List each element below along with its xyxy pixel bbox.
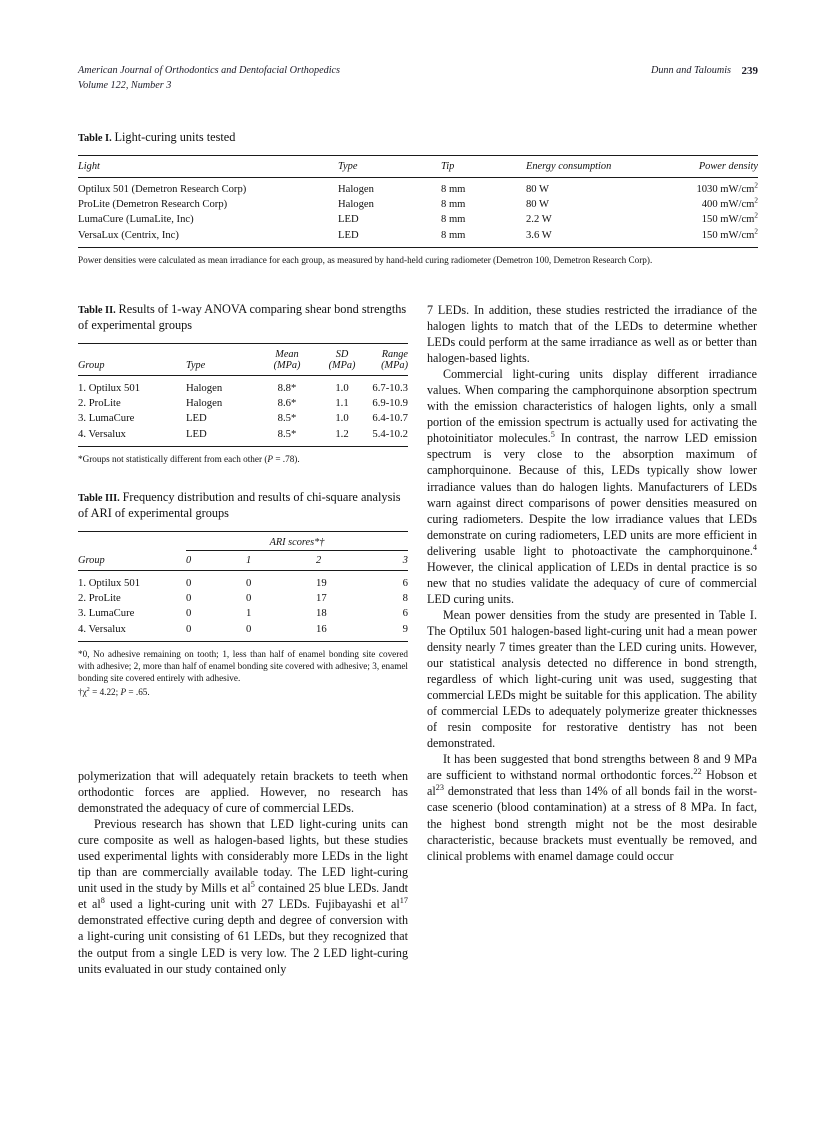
cell-score-1: 0 xyxy=(246,592,252,605)
table-3-body xyxy=(78,571,408,641)
cell-light: Optilux 501 (Demetron Research Corp) xyxy=(78,184,247,195)
table-3-footnote-2-sup: 2 xyxy=(86,685,90,693)
cell-score-2: 16 xyxy=(316,622,327,635)
page-number: 239 xyxy=(741,65,758,77)
cell-range: 6.9-10.9 xyxy=(372,397,408,410)
table-3-col-score-2: 2 xyxy=(316,554,322,566)
paragraph: It has been suggested that bond strengths between 8 and 9 MPa are sufficient to withstand normal orthodontic forces.$^{22}$ Hobson et $al^{23}$ demonstrated that less than 14% of all bonds fail in the worst-case scenerio (blood contamination) at a stress of 8 MPa. In fact, the highest bond strength might not be the most desirable characteristic, because brackets must eventually be removed, and clinical problems with enamel damage could occur xyxy=(427,752,757,863)
cell-power-exponent: 2 xyxy=(754,181,758,190)
cell-group: 2. ProLite xyxy=(78,592,121,605)
table-1-grid xyxy=(78,156,758,177)
cell-score-0: 0 xyxy=(186,576,192,589)
table-2-col-range xyxy=(368,344,408,375)
table-row xyxy=(78,621,408,641)
cell-score-2: 17 xyxy=(316,592,327,605)
cell-sd: 1.0 xyxy=(335,412,349,425)
table-2-footnote-p: P xyxy=(267,453,274,464)
cell-group: 2. ProLite xyxy=(78,397,121,410)
table-row xyxy=(78,426,408,446)
cell-mean: 8.5* xyxy=(277,412,297,425)
cell-type: Halogen xyxy=(338,199,374,211)
table-3-span-row xyxy=(78,532,408,551)
table-3-footnote-2 xyxy=(78,686,408,698)
cell-type: LED xyxy=(338,214,359,226)
table-3-footnote-2-pre: †χ xyxy=(78,686,87,697)
table-3-footnote-2-post: = .65. xyxy=(126,686,150,697)
table-1-bottom-rule xyxy=(78,247,758,248)
cell-tip: 8 mm xyxy=(441,199,466,211)
cell-type: LED xyxy=(338,229,359,241)
table-1-col-power: Power density xyxy=(698,161,758,172)
table-2-body-grid xyxy=(78,376,408,446)
table-2-col-sd-l2: (MPa) xyxy=(328,360,356,371)
cell-group: 4. Versalux xyxy=(78,427,126,440)
cell-score-3: 8 xyxy=(402,592,408,605)
table-2-col-sd-l1: SD xyxy=(335,349,349,360)
cell-score-3: 6 xyxy=(402,576,408,589)
cell-range: 6.7-10.3 xyxy=(372,382,408,394)
paragraph: polymerization that will adequately retain brackets to teeth when orthodontic forces are applied. However, no research has demonstrated the adequacy of cure of commercial LEDs. xyxy=(78,769,408,816)
cell-power xyxy=(676,197,758,212)
cell-power-value: 150 mW/cm xyxy=(701,229,755,241)
cell-score-0: 0 xyxy=(186,622,192,635)
table-1-footnote: Power densities were calculated as mean irradiance for each group, as measured by hand-held curing radiometer (Demetron 100, Demetron Research Corp). xyxy=(78,254,653,265)
cell-power xyxy=(676,178,758,197)
cell-group: 3. LumaCure xyxy=(78,607,135,620)
table-2-head xyxy=(78,344,408,375)
table-3-caption xyxy=(78,490,408,522)
cell-tip: 8 mm xyxy=(441,214,466,226)
table-row xyxy=(78,411,408,426)
table-row xyxy=(78,197,758,212)
table-1-col-light: Light xyxy=(78,161,100,172)
cell-power-value: 1030 mW/cm xyxy=(696,184,755,195)
volume-issue: Volume 122, Number 3 xyxy=(78,79,172,91)
table-3-span-spacer xyxy=(78,532,186,551)
table-row xyxy=(78,606,408,621)
cell-score-1: 1 xyxy=(246,607,252,620)
cell-energy: 80 W xyxy=(526,184,550,195)
cell-group: 4. Versalux xyxy=(78,622,126,635)
table-2-col-mean-l1: Mean xyxy=(275,349,299,360)
table-1-header-row xyxy=(78,156,758,177)
cell-power-exponent: 2 xyxy=(754,211,758,220)
table-row xyxy=(78,178,758,197)
cell-score-0: 0 xyxy=(186,607,192,620)
table-2-col-mean-l2: (MPa) xyxy=(273,360,301,371)
table-3-title: Frequency distribution and results of chi-square analysis of ARI of experimental groups xyxy=(78,489,401,520)
table-2-label: Table II. xyxy=(78,305,116,316)
table-row xyxy=(78,571,408,591)
cell-light: ProLite (Demetron Research Corp) xyxy=(78,199,228,211)
author-names: Dunn and Taloumis xyxy=(650,65,731,76)
paragraph: Previous research has shown that LED light-curing units can cure composite as well as halogen-based lights, but these studies used experimental lights with considerably more LEDs in the light tip than are commercially available today. The LED light-curing unit used in the study by Mills et $al^5$ contained 25 blue LEDs. Jandt et $al^8$ used a light-curing unit with 27 LEDs. Fujibayashi et $al^{17}$ demonstrated effective curing depth and degree of conversion with a light-curing unit consisting of 61 LEDs, but they recognized that the output from a single LED is very low. The 2 LED light-curing units evaluated in our study contained only xyxy=(78,817,409,976)
cell-energy: 2.2 W xyxy=(526,214,552,226)
table-2-col-range-l1: Range xyxy=(381,349,408,360)
table-1-col-energy: Energy consumption xyxy=(526,161,612,172)
cell-power-exponent: 2 xyxy=(754,227,758,236)
cell-power-value: 400 mW/cm xyxy=(701,199,755,211)
table-3-col-score-1: 1 xyxy=(246,554,252,566)
table-2-caption xyxy=(78,302,408,334)
table-1-col-type: Type xyxy=(338,161,358,172)
paragraph: Mean power densities from the study are presented in Table I. The Optilux 501 halogen-based light-curing unit had a mean power density nearly 7 times greater than the LED curing units. However, our statistical analysis detected no difference in bond strength, regardless of which light-curing unit was used, suggesting that commercial LEDs might be suitable for this application. The ability of commercial LEDs to adequately polymerize greater thicknesses of resin composite for restorative dentistry has not been demonstrated. xyxy=(427,607,757,751)
cell-light: VersaLux (Centrix, Inc) xyxy=(78,229,179,241)
cell-group: 3. LumaCure xyxy=(78,412,135,425)
table-1-label: Table I. xyxy=(78,133,112,144)
table-2-title: Results of 1-way ANOVA comparing shear bond strengths of experimental groups xyxy=(78,302,407,332)
table-3-footnote-2-mid: = 4.22; xyxy=(89,686,121,697)
cell-sd: 1.2 xyxy=(335,427,349,440)
cell-type: LED xyxy=(186,427,207,440)
table-2 xyxy=(78,302,408,465)
journal-name: American Journal of Orthodontics and Dentofacial Orthopedics xyxy=(78,65,341,76)
table-2-bottom-rule xyxy=(78,446,408,447)
table-3-footnote-1: *0, No adhesive remaining on tooth; 1, less than half of enamel bonding site covered with adhesive; 2, more than half of enamel bonding site covered with adhesive; 3, enamel bonding site covered entirely with adhesive. xyxy=(78,648,408,684)
table-3-grid xyxy=(78,532,408,570)
cell-group: 1. Optilux 501 xyxy=(78,576,141,589)
left-column-body-text xyxy=(78,768,408,977)
cell-score-3: 9 xyxy=(402,622,408,635)
cell-type: Halogen xyxy=(186,382,223,394)
table-3 xyxy=(78,490,408,698)
table-2-footnote-pre: *Groups not statistically different from each other ( xyxy=(78,453,268,464)
cell-sd: 1.0 xyxy=(335,382,349,394)
cell-type: Halogen xyxy=(186,397,223,410)
table-2-col-sd xyxy=(316,344,368,375)
table-row xyxy=(78,212,758,227)
table-2-col-type: Type xyxy=(186,360,206,371)
cell-power-exponent: 2 xyxy=(754,196,758,205)
table-1-caption xyxy=(78,130,758,146)
cell-energy: 3.6 W xyxy=(526,229,552,241)
table-3-head xyxy=(78,532,408,570)
table-2-footnote-post: = .78). xyxy=(273,453,300,464)
cell-range: 5.4-10.2 xyxy=(372,427,408,440)
table-3-col-score-0: 0 xyxy=(186,554,192,566)
right-column-body-text xyxy=(427,302,757,864)
cell-score-0: 0 xyxy=(186,592,192,605)
table-3-body-grid xyxy=(78,571,408,641)
table-row xyxy=(78,591,408,606)
table-2-footnote xyxy=(78,453,408,465)
table-2-col-mean xyxy=(258,344,316,375)
running-head-line-1 xyxy=(78,64,758,79)
table-1-body-grid xyxy=(78,178,758,247)
table-1-body xyxy=(78,178,758,247)
table-3-bottom-rule xyxy=(78,641,408,642)
cell-power-value: 150 mW/cm xyxy=(701,214,755,226)
cell-score-1: 0 xyxy=(246,576,252,589)
cell-mean: 8.6* xyxy=(277,397,297,410)
cell-mean: 8.8* xyxy=(277,382,297,394)
cell-score-2: 19 xyxy=(316,576,327,589)
cell-tip: 8 mm xyxy=(441,229,466,241)
table-2-header-row xyxy=(78,344,408,375)
table-2-col-range-l2: (MPa) xyxy=(381,360,408,371)
cell-score-2: 18 xyxy=(316,607,327,620)
table-3-span-header: ARI scores*† xyxy=(269,536,325,548)
table-1-title: Light-curing units tested xyxy=(114,130,236,144)
table-3-footnote-2-p: P xyxy=(120,686,127,697)
cell-power xyxy=(676,227,758,246)
cell-tip: 8 mm xyxy=(441,184,466,195)
table-1-col-tip: Tip xyxy=(441,161,455,172)
paragraph: 7 LEDs. In addition, these studies restricted the irradiance of the halogen lights to match that of the LEDs to determine whether LEDs could perform at the same irradiance as well as or better than halogen-based lights. xyxy=(427,303,757,366)
cell-type: Halogen xyxy=(338,184,374,195)
table-3-col-score-3: 3 xyxy=(402,554,408,566)
table-3-col-group: Group xyxy=(78,554,105,566)
cell-energy: 80 W xyxy=(526,199,550,211)
table-3-header-row xyxy=(78,551,408,570)
running-head xyxy=(78,64,758,93)
cell-mean: 8.5* xyxy=(277,427,297,440)
table-row xyxy=(78,227,758,246)
table-row xyxy=(78,376,408,396)
table-2-col-group: Group xyxy=(78,360,105,371)
cell-range: 6.4-10.7 xyxy=(372,412,408,425)
table-1-head xyxy=(78,156,758,177)
running-head-line-2 xyxy=(78,79,758,94)
cell-power xyxy=(676,212,758,227)
cell-sd: 1.1 xyxy=(335,397,349,410)
cell-group: 1. Optilux 501 xyxy=(78,382,141,394)
table-2-body xyxy=(78,376,408,446)
cell-score-1: 0 xyxy=(246,622,252,635)
paragraph: Commercial light-curing units display different irradiance values. When comparing the camphorquinone absorption spectrum with the emission characteristics of halogen lights, only a small portion of the emission spectrum is actually used for activating the photoinitiator molecules.$^5$ In contrast, the narrow LED emission spectrum is very close to the absorption maximum of camphorquinone. Because of this, LEDs typically show lower irradiance values than do halogen lights. Manufacturers of LEDs warn against direct comparisons of power densities measured on curing radiometers. Despite the low irradiance values that LEDs demonstrate on curing radiometers, LED units are more efficient in delivering usable light to photoactivate the camphorquinone.$^4$ However, the clinical application of LEDs in dental practice is so new that no studies validate the adequacy of cure of commercial LED curing units. xyxy=(427,367,757,606)
cell-type: LED xyxy=(186,412,207,425)
table-3-label: Table III. xyxy=(78,492,120,504)
table-2-grid xyxy=(78,344,408,375)
table-1 xyxy=(78,130,758,266)
table-row xyxy=(78,396,408,411)
cell-score-3: 6 xyxy=(402,607,408,620)
cell-light: LumaCure (LumaLite, Inc) xyxy=(78,214,194,226)
left-column xyxy=(78,302,408,698)
